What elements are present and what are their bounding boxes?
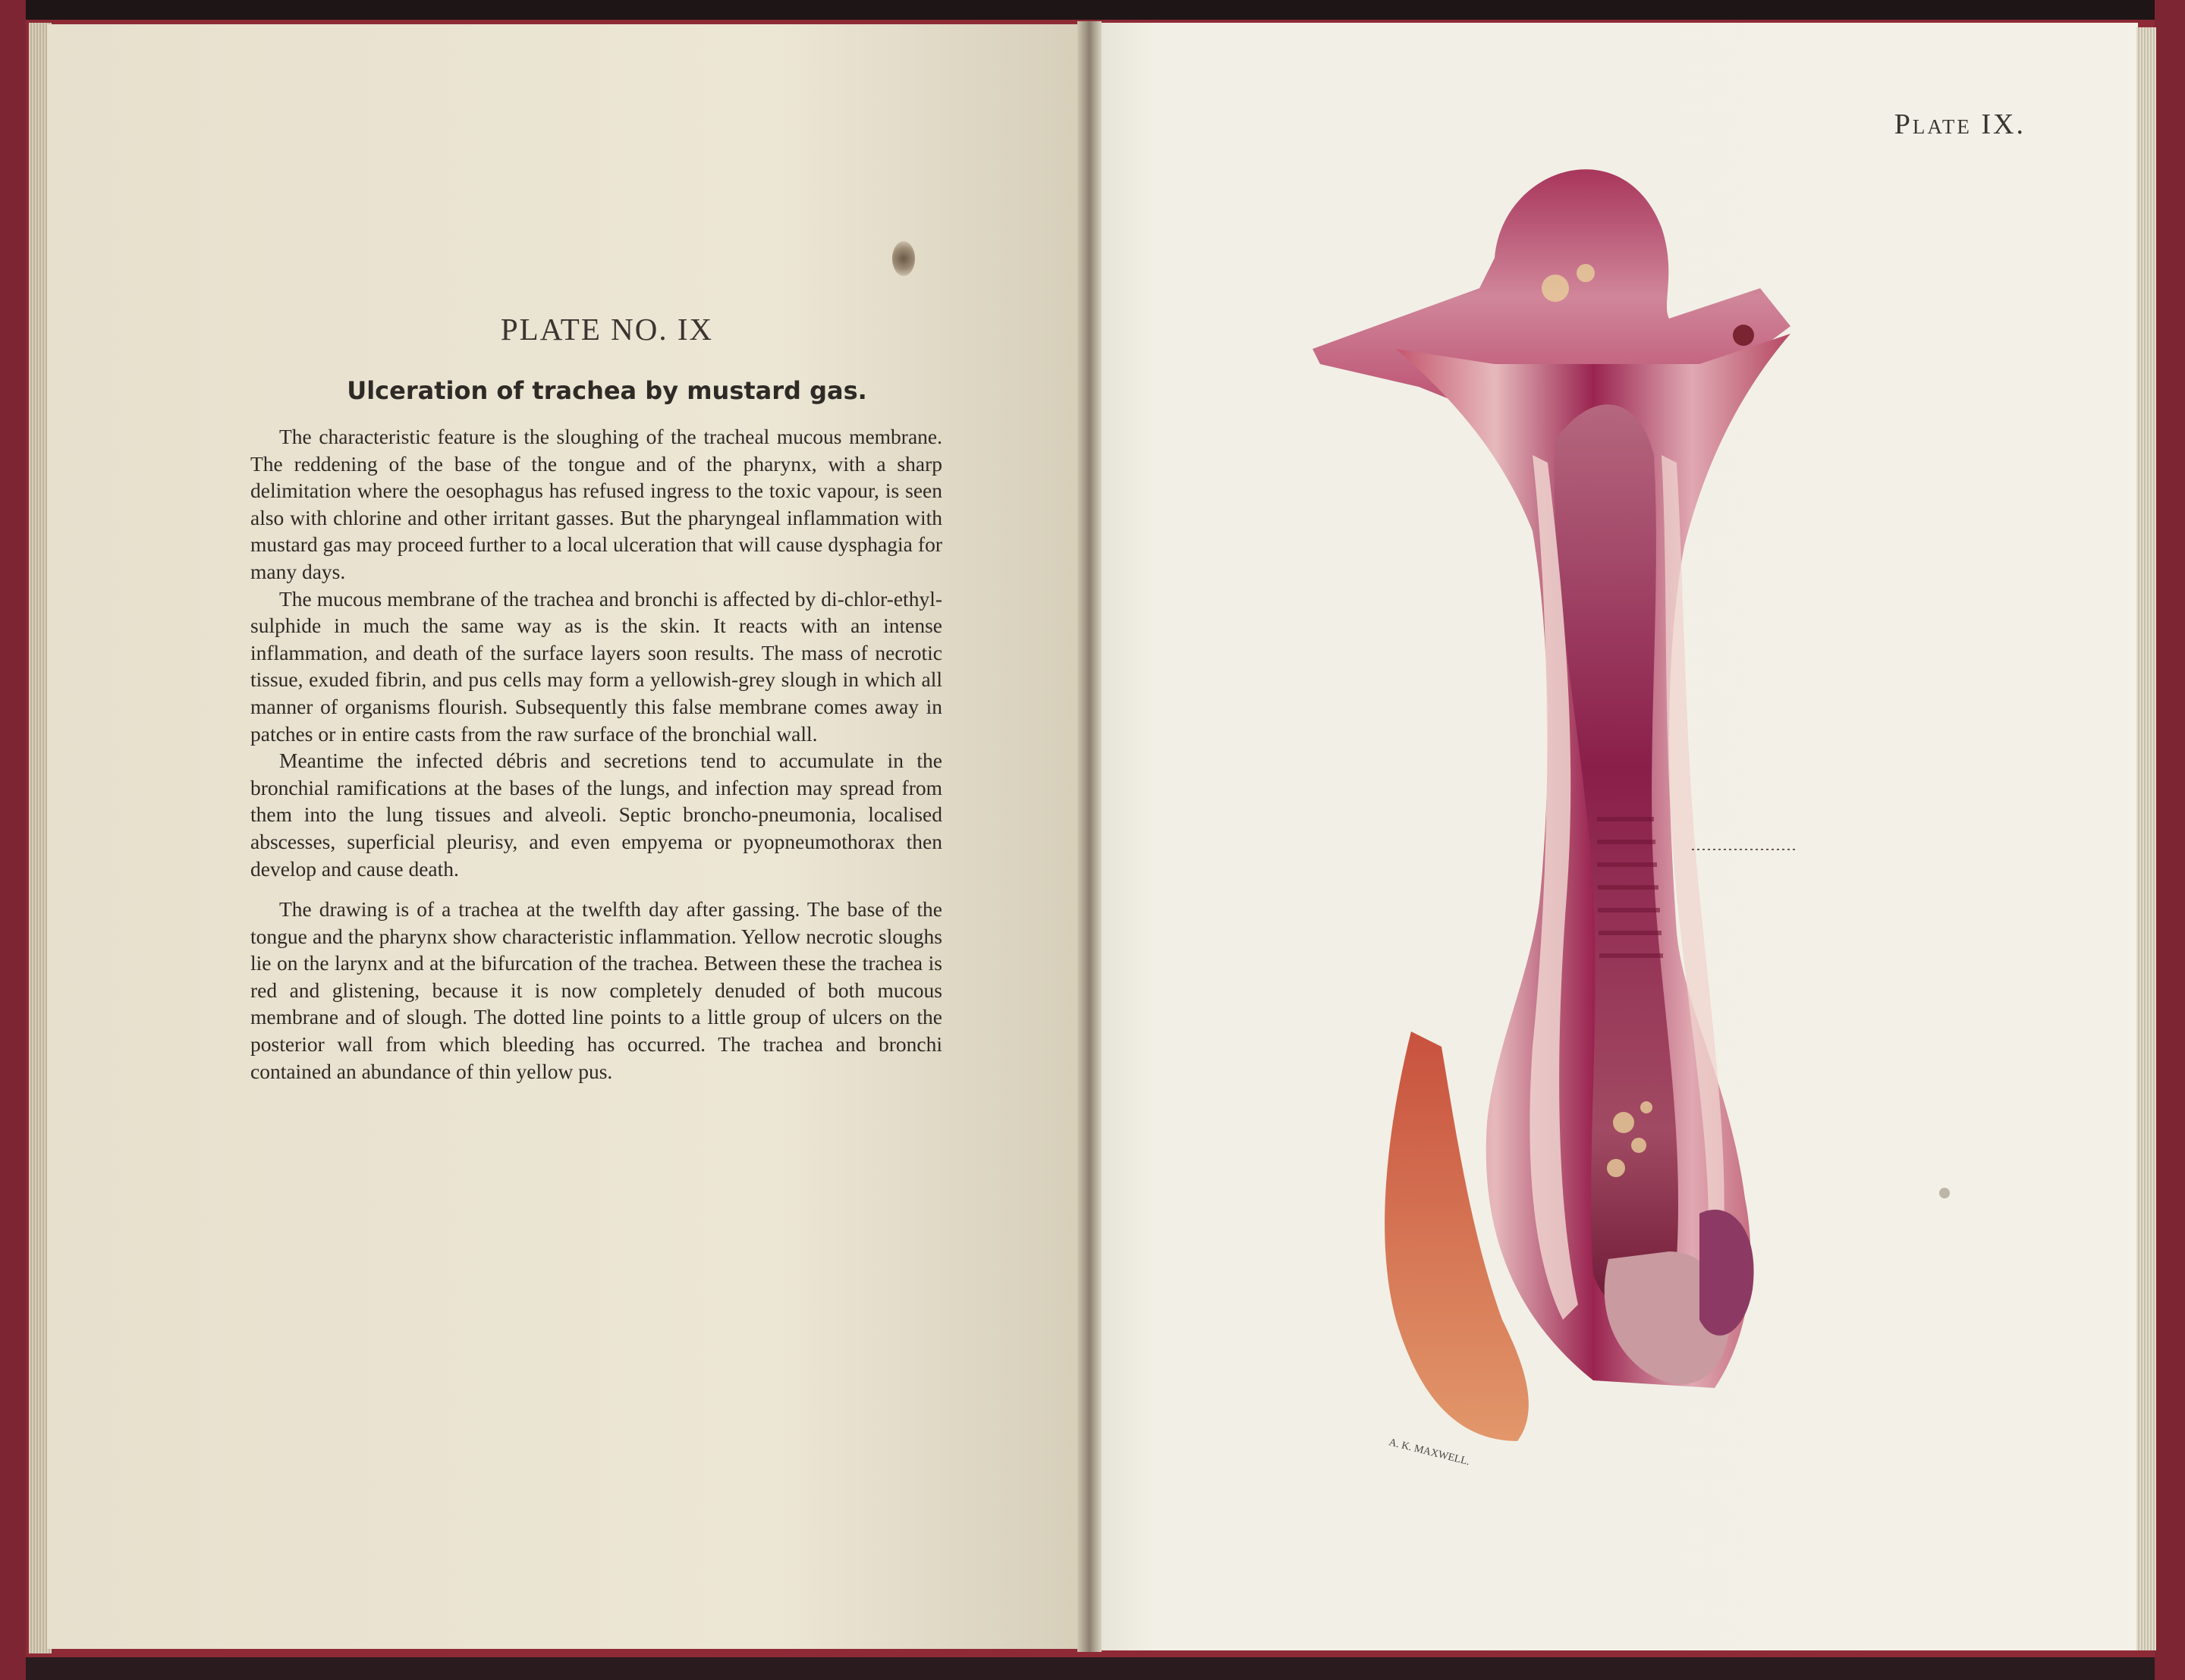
paragraph-3: Meantime the infected débris and secretions tend to accumulate in the bronchial ramifications at the bases of the lungs, and infection may spread from them into the lung tissues and alveoli. Septic broncho-pneumonia, localised abscesses, superficial pleurisy, and even empyema or pyopneumothorax then develop and cause death. xyxy=(250,749,942,881)
artist-signature xyxy=(1381,1430,1533,1475)
svg-text:A. K. MAXWELL.: A. K. MAXWELL. xyxy=(1388,1437,1471,1468)
cover-edge-left xyxy=(0,0,26,1680)
cover-edge-top xyxy=(0,0,2185,20)
plate-subtitle: Ulceration of trachea by mustard gas. xyxy=(347,376,867,405)
book-gutter xyxy=(1077,21,1102,1652)
plate-description xyxy=(250,423,942,1085)
paragraph-4: The drawing is of a trachea at the twelfth day after gassing. The base of the tongue and the pharynx show characteristic inflammation. Yellow necrotic sloughs lie on the larynx and at the bifurcation of the trachea. Between these the trachea is red and glistening, because it is now completely denuded of both mucous membrane and of slough. The dotted line points to a little group of ulcers on the posterior wall from which bleeding has occurred. The trachea and bronchi contained an abundance of thin yellow pus. xyxy=(250,897,942,1083)
paragraph-1: The characteristic feature is the sloughing of the tracheal mucous membrane. The reddening of the base of the tongue and of the pharynx, with a sharp delimitation where the oesophagus has refused ingress to the toxic vapour, is seen also with chlorine and other irritant gasses. But the pharyngeal inflammation with mustard gas may proceed further to a local ulceration that will cause dysphagia for many days. xyxy=(250,425,942,583)
cover-edge-right xyxy=(2155,0,2185,1680)
plate-title: PLATE NO. IX xyxy=(500,312,714,347)
ink-smudge xyxy=(892,241,915,276)
cover-edge-bottom xyxy=(0,1657,2185,1680)
plate-label: Plate IX. xyxy=(1894,108,2026,140)
paper-spot xyxy=(1939,1188,1950,1198)
page-stack-right xyxy=(2136,27,2156,1650)
paragraph-2: The mucous membrane of the trachea and bronchi is affected by di-chlor-ethyl-sulphide in much the same way as is the skin. It reacts with an intense inflammation, and death of the surface layers soon results. The mass of necrotic tissue, exuded fibrin, and pus cells may form a yellowish-grey slough in which all manner of organisms flourish. Subsequently this false membrane comes away in patches or in entire casts from the raw surface of the bronchial wall. xyxy=(250,586,942,746)
trachea-illustration xyxy=(1305,137,1859,1487)
dotted-pointer-line xyxy=(1692,848,1798,851)
